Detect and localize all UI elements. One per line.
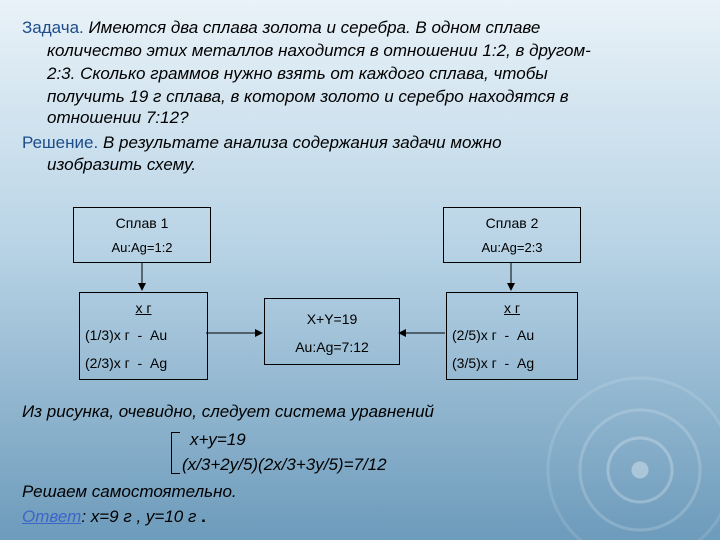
mixture-sum: Х+Y=19 [306, 311, 358, 327]
equation-1: х+у=19 [190, 430, 246, 449]
conclusion-line-2: Решаем самостоятельно. [22, 482, 237, 501]
alloy-2-ratio: Au:Ag=2:3 [481, 240, 543, 255]
problem-line-3: 2:3. Сколько граммов нужно взять от каждого сплава, чтобы [47, 64, 548, 83]
right-amount-box [446, 292, 578, 380]
solution-text-1: В результате анализа содержания задачи можно [102, 133, 502, 152]
alloy-1-ratio: Au:Ag=1:2 [111, 240, 173, 255]
problem-text-1: Имеются два сплава золота и серебра. В одном сплаве [88, 18, 541, 37]
answer-line [22, 507, 206, 527]
right-silver-amount: (3/5)х г - Ag [452, 355, 535, 371]
problem-line-2: количество этих металлов находится в отношении 1:2, в другом- [47, 41, 591, 60]
alloy-2-title: Сплав 2 [485, 215, 539, 231]
left-amount-box [79, 292, 208, 380]
answer-label: Ответ [22, 507, 82, 526]
answer-text: : х=9 г , у=10 г [81, 507, 197, 526]
left-silver-amount: (2/3)х г - Ag [85, 355, 168, 371]
solution-line-2: изобразить схему. [47, 155, 197, 174]
answer-period: . [201, 507, 206, 526]
conclusion-line-1: Из рисунка, очевидно, следует система уравнений [22, 402, 434, 421]
equation-2: (х/3+2у/5)(2х/3+3у/5)=7/12 [182, 455, 387, 474]
solution-header: Решение. [22, 133, 99, 152]
problem-line-4: получить 19 г сплава, в котором золото и серебро находятся в [47, 87, 569, 106]
left-gold-amount: (1/3)х г - Au [85, 327, 168, 343]
alloy-1-box [73, 207, 211, 263]
right-amount-title: х г [504, 300, 520, 316]
alloy-1-title: Сплав 1 [115, 215, 169, 231]
problem-header: Задача. [22, 18, 84, 37]
mixture-box [264, 298, 400, 365]
left-amount-title: х г [135, 300, 152, 316]
problem-line-5: отношении 7:12? [47, 108, 189, 127]
system-brace [171, 432, 180, 474]
alloy-2-box [443, 207, 581, 263]
right-gold-amount: (2/5)х г - Au [452, 327, 535, 343]
mixture-ratio: Au:Ag=7:12 [295, 339, 369, 355]
